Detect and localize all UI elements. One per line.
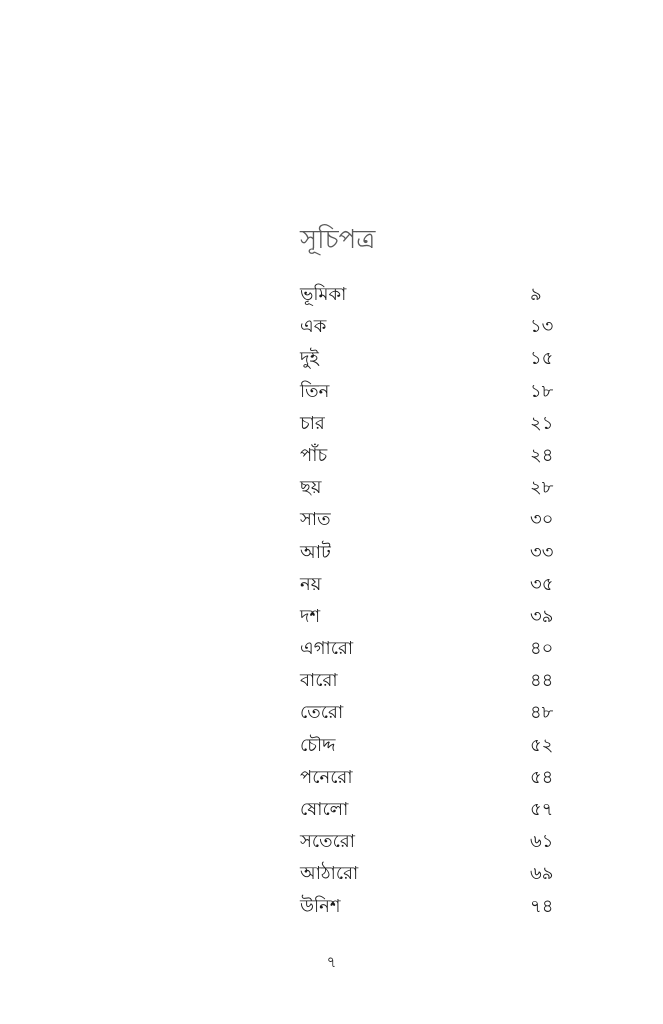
toc-entry-page: ৪৮ xyxy=(530,702,554,724)
toc-entry xyxy=(300,601,560,633)
toc-entry xyxy=(300,311,560,343)
toc-entry xyxy=(300,408,560,440)
toc-entry-page: ২১ xyxy=(530,412,554,434)
toc-entry xyxy=(300,279,560,311)
toc-entry xyxy=(300,569,560,601)
toc-entry-page: ৬১ xyxy=(530,831,554,853)
toc-entry-label: ভূমিকা xyxy=(300,284,347,305)
toc-entry-label: এগারো xyxy=(300,638,354,660)
toc-entry-label: আঠারো xyxy=(300,863,359,885)
toc-entry-label: উনিশ xyxy=(300,895,341,917)
toc-entry-page: ৫৭ xyxy=(530,799,554,820)
toc-entry-page: ২৪ xyxy=(530,444,554,466)
toc-entry-page: ৯ xyxy=(530,284,542,305)
toc-entry xyxy=(300,858,560,890)
toc-entry-label: চার xyxy=(300,412,325,434)
toc-entry-label: বারো xyxy=(300,670,338,692)
toc-entry-label: ষোলো xyxy=(300,799,349,820)
toc-entry xyxy=(300,633,560,665)
toc-entry-label: আট xyxy=(300,541,331,563)
toc-entry xyxy=(300,504,560,536)
toc-entry xyxy=(300,697,560,729)
toc-entry xyxy=(300,826,560,858)
toc-entry-page: ১৮ xyxy=(530,380,554,402)
toc-entry-page: ৪৪ xyxy=(530,670,554,692)
toc-entry xyxy=(300,794,560,826)
toc-entry xyxy=(300,891,560,923)
toc-entry-label: পাঁচ xyxy=(300,444,328,466)
toc-entry-page: ৭৪ xyxy=(530,895,554,917)
toc-list xyxy=(300,279,560,923)
toc-entry xyxy=(300,472,560,504)
toc-entry-page: ৫৪ xyxy=(530,766,554,788)
toc-entry xyxy=(300,730,560,762)
toc-entry xyxy=(300,440,560,472)
toc-entry-label: দশ xyxy=(300,605,321,627)
toc-entry-label: তেরো xyxy=(300,702,344,724)
toc-entry xyxy=(300,343,560,375)
toc-entry-label: সাত xyxy=(300,509,331,531)
toc-entry-page: ৫২ xyxy=(530,734,554,756)
toc-entry-page: ৪০ xyxy=(530,638,554,660)
toc-entry xyxy=(300,537,560,569)
toc-entry-label: তিন xyxy=(300,380,330,402)
toc-entry-label: এক xyxy=(300,316,327,338)
toc-entry-label: ছয় xyxy=(300,477,322,499)
toc-entry-page: ১৫ xyxy=(530,348,554,370)
toc-entry xyxy=(300,762,560,794)
toc-entry-label: সতেরো xyxy=(300,831,355,853)
toc-entry-page: ৩৯ xyxy=(530,605,554,627)
toc-entry-page: ১৩ xyxy=(530,316,554,338)
page-number: ৭ xyxy=(326,953,337,971)
toc-entry-label: দুই xyxy=(300,348,319,370)
toc-entry xyxy=(300,376,560,408)
toc-entry-page: ৩০ xyxy=(530,509,554,531)
toc-entry-label: নয় xyxy=(300,573,322,595)
toc-entry-page: ২৮ xyxy=(530,477,554,499)
toc-entry-page: ৬৯ xyxy=(530,863,554,885)
toc-entry-page: ৩৫ xyxy=(530,573,554,595)
toc-title: সূচিপত্র xyxy=(300,225,376,255)
toc-entry-page: ৩৩ xyxy=(530,541,554,563)
toc-entry-label: চৌদ্দ xyxy=(300,734,336,756)
toc-entry xyxy=(300,665,560,697)
toc-entry-label: পনেরো xyxy=(300,766,353,788)
